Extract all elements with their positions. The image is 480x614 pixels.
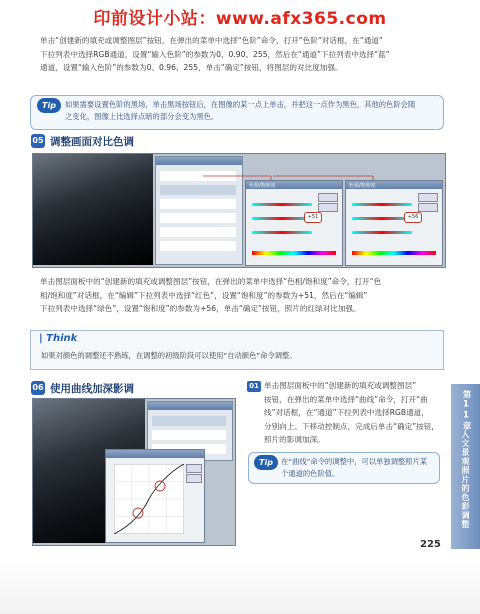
tip-box [30,95,444,130]
step-line: 线”对话框，在“通道”下拉列表中选择RGB通道， [264,408,429,417]
body-line: 相/饱和度”对话框，在“编辑”下拉列表中选择“红色”，设置“饱和度”的参数为+51，然后在“编辑” [40,290,368,300]
curve-graph[interactable] [114,464,184,534]
cancel-button[interactable] [186,474,202,483]
tip-box [248,452,440,484]
saturation-value[interactable]: +51 [304,212,322,223]
think-title: | Think [39,333,78,344]
screenshot-hue-saturation [32,153,446,268]
curves-dialog [105,449,205,543]
screenshot-curves [32,398,236,546]
think-title-text: Think [46,333,78,344]
connector-arrows [33,154,445,267]
tip-text [65,99,437,123]
dialog-titlebar [106,450,204,458]
layer-row [152,416,226,426]
step-paragraph [264,379,444,447]
tip-line: 个通道的色阶值。 [281,469,340,478]
chapter-tab [451,384,480,549]
section-title: 使用曲线加深影调 [50,383,134,395]
tip-line: 如果需要设置色阶的黑场，单击黑场按钮后，在图像的某一点上单击，并把这一点作为黑色，其他的色阶会随 [65,100,416,109]
step-line: 单击图层面板中的“创建新的填充或调整图层” [264,381,417,390]
layer-row [152,430,226,440]
page-footer-area [0,556,480,614]
tip-line: 在“曲线”命令的调整中，可以单独调整照片某 [281,457,428,466]
body-line: 下拉列表中选择“绿色”，设置“饱和度”的参数为+56，单击“确定”按钮，照片的红绿对比加强。 [40,304,361,313]
section-title: 调整画面对比色调 [50,136,134,148]
intro-line: 通道，设置“输入色阶”的参数为0、0.96、255，单击“确定”按钮，将图层的对比度加强。 [40,63,343,72]
chapter-label: 第11章 [461,390,471,431]
think-text: 如果对颜色的调整还不熟练，在调整的初级阶段可以使用“自动颜色”命令调整。 [41,351,297,360]
intro-line: 下拉列表中选择RGB通道，设置“输入色阶”的参数为0、0.90、255，然后在“通道”下拉列表中选择“蓝” [40,49,390,59]
step-number: 01 [247,381,261,392]
chapter-subtitle: 人文景观照片的色彩调整 [461,430,470,529]
dialog-title: 色相/饱和度 [249,183,276,189]
step-line: 照片的影调加深。 [264,435,325,444]
layers-panel-titlebar [148,402,232,410]
tip-text [281,456,435,480]
tip-badge: Tip [254,455,278,470]
body-paragraph [40,275,450,316]
tip-line: 之变化，图像上比选择点暗的部分会变为黑色。 [65,112,219,121]
dialog-title: 色相/饱和度 [349,183,376,189]
section-number: 06 [31,381,45,395]
watermark: 印前设计小站：www.afx365.com [93,9,387,29]
page-number: 225 [420,539,441,550]
ok-button[interactable] [186,464,202,473]
step-line: 分别向上、下移动控制点，完成后单击“确定”按钮， [264,421,439,431]
section-number: 05 [31,134,45,148]
think-box [30,330,444,370]
saturation-value[interactable]: +56 [404,212,422,223]
step-line: 按钮，在弹出的菜单中选择“曲线”命令，打开“曲 [264,394,428,404]
intro-line: 单击“创建新的填充或调整图层”按钮，在弹出的菜单中选择“色阶”命令，打开“色阶”对话框，在“通道” [40,36,383,45]
tip-badge: Tip [37,98,61,113]
body-line: 单击图层面板中的“创建新的填充或调整图层”按钮，在弹出的菜单中选择“色相/饱和度”命令，打开“色 [40,277,382,286]
intro-paragraph [40,34,450,75]
